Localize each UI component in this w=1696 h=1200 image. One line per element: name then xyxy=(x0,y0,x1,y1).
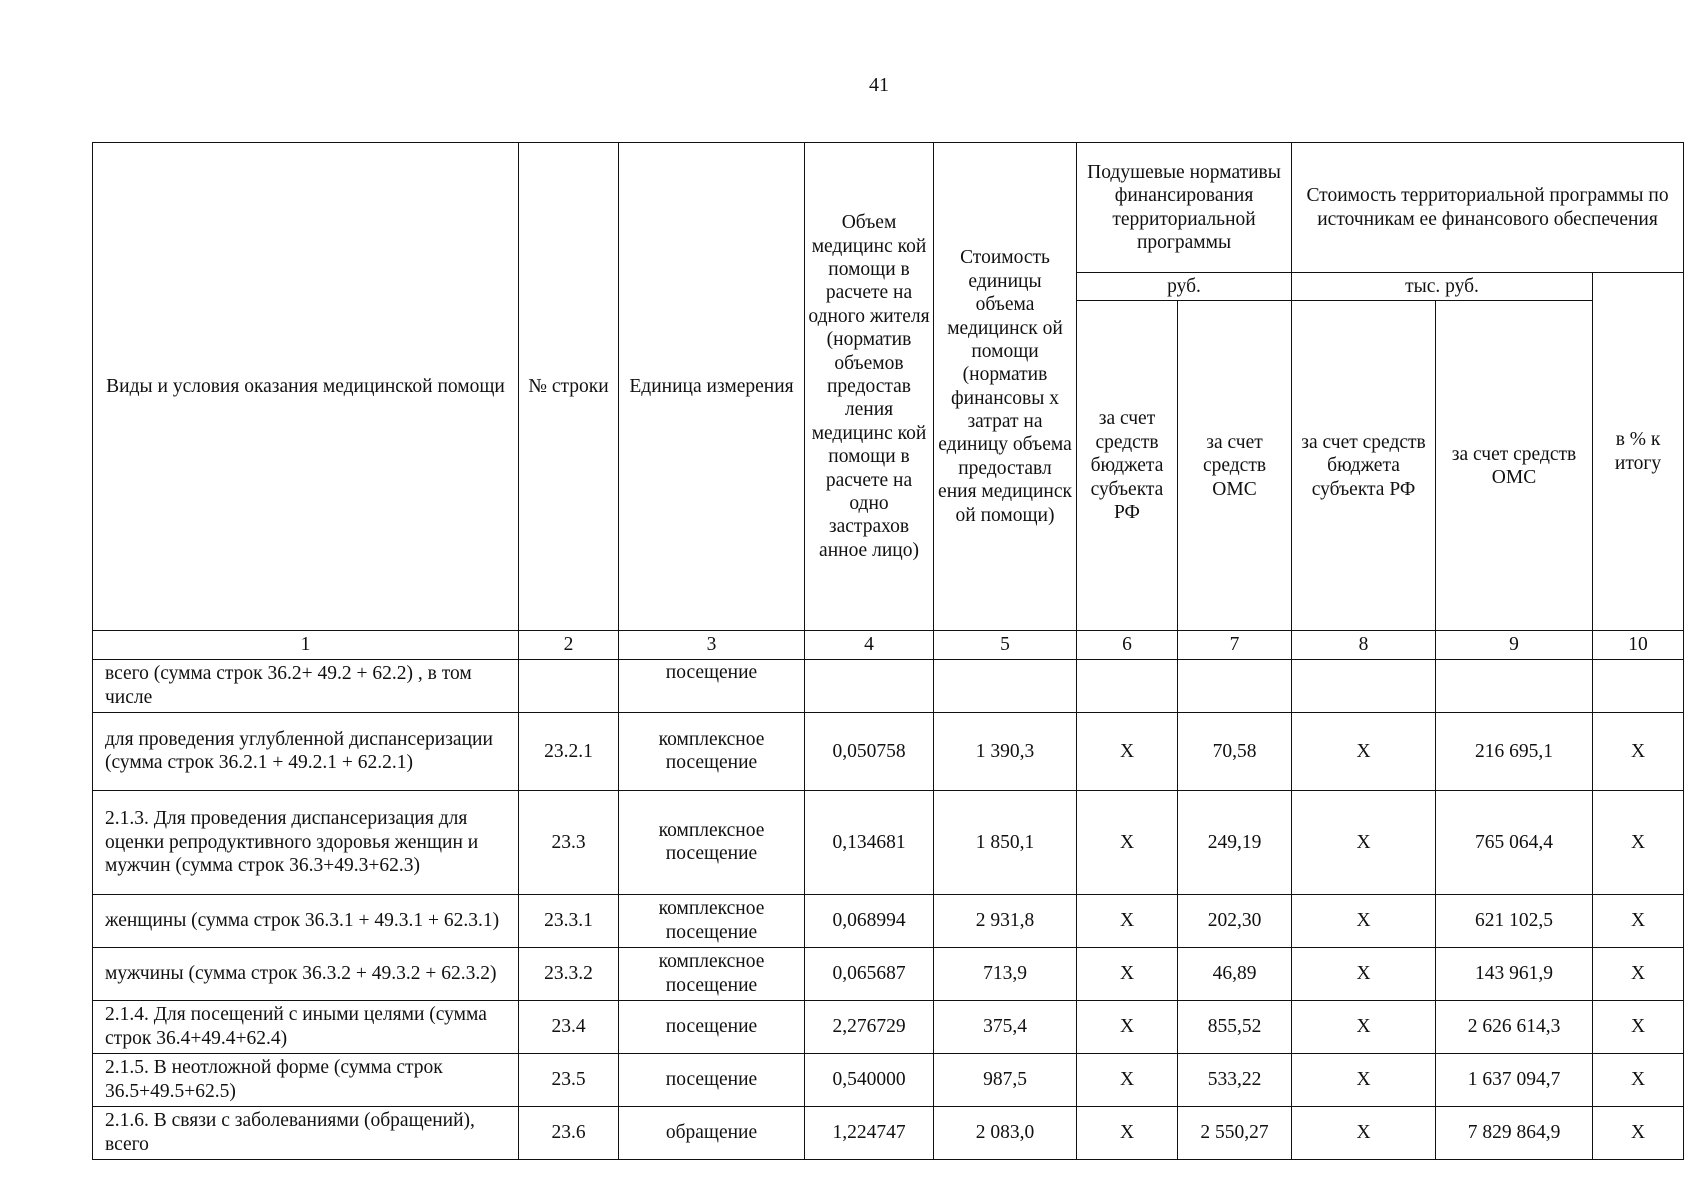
row-unit: комплексное посещение xyxy=(619,894,805,947)
row-per-capita-budget: Х xyxy=(1077,712,1178,790)
row-percent: Х xyxy=(1593,1106,1684,1159)
header-percent-of-total: в % к итогу xyxy=(1593,273,1684,631)
header-cost-budget: за счет средств бюджета субъекта РФ xyxy=(1292,301,1436,631)
row-name: женщины (сумма строк 36.3.1 + 49.3.1 + 62.3.1) xyxy=(93,894,519,947)
row-unit: посещение xyxy=(619,1053,805,1106)
table-row xyxy=(93,659,1684,712)
row-per-capita-oms: 533,22 xyxy=(1178,1053,1292,1106)
row-cost-budget: Х xyxy=(1292,1000,1436,1053)
row-unit: обращение xyxy=(619,1106,805,1159)
row-unit-cost: 1 850,1 xyxy=(934,790,1077,894)
header-per-capita-oms: за счет средств ОМС xyxy=(1178,301,1292,631)
column-number: 3 xyxy=(619,631,805,659)
row-line-number: 23.2.1 xyxy=(519,712,619,790)
row-name: 2.1.6. В связи с заболеваниями (обращений), всего xyxy=(93,1106,519,1159)
header-per-capita-group: Подушевые нормативы финансирования территориальной программы xyxy=(1077,143,1292,273)
row-line-number: 23.6 xyxy=(519,1106,619,1159)
row-per-capita-budget xyxy=(1077,659,1178,712)
row-per-capita-budget: Х xyxy=(1077,1106,1178,1159)
row-cost-budget xyxy=(1292,659,1436,712)
row-per-capita-oms xyxy=(1178,659,1292,712)
header-unit-rub: руб. xyxy=(1077,273,1292,301)
row-volume: 0,134681 xyxy=(805,790,934,894)
row-cost-oms xyxy=(1436,659,1593,712)
row-unit-cost: 375,4 xyxy=(934,1000,1077,1053)
column-number: 7 xyxy=(1178,631,1292,659)
row-cost-budget: Х xyxy=(1292,1053,1436,1106)
row-unit: посещение xyxy=(619,1000,805,1053)
row-unit-cost: 1 390,3 xyxy=(934,712,1077,790)
row-name: 2.1.4. Для посещений с иными целями (сумма строк 36.4+49.4+62.4) xyxy=(93,1000,519,1053)
table-row xyxy=(93,947,1684,1000)
row-volume: 2,276729 xyxy=(805,1000,934,1053)
row-name: мужчины (сумма строк 36.3.2 + 49.3.2 + 62.3.2) xyxy=(93,947,519,1000)
row-line-number: 23.4 xyxy=(519,1000,619,1053)
header-types-conditions: Виды и условия оказания медицинской помощи xyxy=(93,143,519,631)
column-number: 5 xyxy=(934,631,1077,659)
row-volume xyxy=(805,659,934,712)
row-name: 2.1.5. В неотложной форме (сумма строк 36.5+49.5+62.5) xyxy=(93,1053,519,1106)
row-percent: Х xyxy=(1593,1053,1684,1106)
table-row xyxy=(93,790,1684,894)
table-row xyxy=(93,1053,1684,1106)
row-line-number: 23.3 xyxy=(519,790,619,894)
column-number: 1 xyxy=(93,631,519,659)
row-volume: 0,050758 xyxy=(805,712,934,790)
row-per-capita-oms: 855,52 xyxy=(1178,1000,1292,1053)
row-per-capita-oms: 46,89 xyxy=(1178,947,1292,1000)
header-program-cost-group: Стоимость территориальной программы по источникам ее финансового обеспечения xyxy=(1292,143,1684,273)
row-unit: комплексное посещение xyxy=(619,790,805,894)
program-cost-table xyxy=(92,142,1684,1160)
row-cost-oms: 2 626 614,3 xyxy=(1436,1000,1593,1053)
row-unit: посещение xyxy=(619,659,805,712)
row-line-number xyxy=(519,659,619,712)
column-numbers-row xyxy=(93,631,1684,659)
page-number: 41 xyxy=(869,74,889,96)
row-cost-oms: 7 829 864,9 xyxy=(1436,1106,1593,1159)
row-per-capita-budget: Х xyxy=(1077,790,1178,894)
header-unit-thousand-rub: тыс. руб. xyxy=(1292,273,1593,301)
table-row xyxy=(93,1000,1684,1053)
row-name: всего (сумма строк 36.2+ 49.2 + 62.2) , в том числе xyxy=(93,659,519,712)
row-volume: 1,224747 xyxy=(805,1106,934,1159)
column-number: 8 xyxy=(1292,631,1436,659)
row-percent: Х xyxy=(1593,1000,1684,1053)
row-per-capita-oms: 70,58 xyxy=(1178,712,1292,790)
header-unit-cost: Стоимость единицы объема медицинск ой помощи (норматив финансовы х затрат на единицу объема предоставл ения медицинск ой помощи) xyxy=(934,143,1077,631)
table-row xyxy=(93,894,1684,947)
row-per-capita-budget: Х xyxy=(1077,947,1178,1000)
header-unit: Единица измерения xyxy=(619,143,805,631)
column-number: 9 xyxy=(1436,631,1593,659)
row-volume: 0,065687 xyxy=(805,947,934,1000)
row-cost-budget: Х xyxy=(1292,894,1436,947)
table-row xyxy=(93,1106,1684,1159)
row-unit: комплексное посещение xyxy=(619,947,805,1000)
header-volume: Объем медицинс кой помощи в расчете на одного жителя (норматив объемов предостав ления медицинс кой помощи в расчете на одно застрахов анное лицо) xyxy=(805,143,934,631)
row-cost-oms: 143 961,9 xyxy=(1436,947,1593,1000)
row-per-capita-oms: 2 550,27 xyxy=(1178,1106,1292,1159)
row-per-capita-budget: Х xyxy=(1077,894,1178,947)
header-line-number: № строки xyxy=(519,143,619,631)
column-number: 10 xyxy=(1593,631,1684,659)
row-cost-oms: 621 102,5 xyxy=(1436,894,1593,947)
row-cost-oms: 765 064,4 xyxy=(1436,790,1593,894)
row-per-capita-budget: Х xyxy=(1077,1053,1178,1106)
table-row xyxy=(93,712,1684,790)
row-cost-oms: 216 695,1 xyxy=(1436,712,1593,790)
row-name: для проведения углубленной диспансеризации (сумма строк 36.2.1 + 49.2.1 + 62.2.1) xyxy=(93,712,519,790)
row-per-capita-budget: Х xyxy=(1077,1000,1178,1053)
row-unit-cost: 2 931,8 xyxy=(934,894,1077,947)
row-cost-budget: Х xyxy=(1292,947,1436,1000)
column-number: 2 xyxy=(519,631,619,659)
row-name: 2.1.3. Для проведения диспансеризация для оценки репродуктивного здоровья женщин и мужчин (сумма строк 36.3+49.3+62.3) xyxy=(93,790,519,894)
row-percent xyxy=(1593,659,1684,712)
row-unit-cost: 2 083,0 xyxy=(934,1106,1077,1159)
row-cost-budget: Х xyxy=(1292,712,1436,790)
column-number: 6 xyxy=(1077,631,1178,659)
header-per-capita-budget: за счет средств бюджета субъекта РФ xyxy=(1077,301,1178,631)
row-unit-cost: 987,5 xyxy=(934,1053,1077,1106)
row-percent: Х xyxy=(1593,790,1684,894)
row-unit-cost xyxy=(934,659,1077,712)
row-cost-budget: Х xyxy=(1292,790,1436,894)
row-volume: 0,068994 xyxy=(805,894,934,947)
row-percent: Х xyxy=(1593,712,1684,790)
row-unit: комплексное посещение xyxy=(619,712,805,790)
row-line-number: 23.5 xyxy=(519,1053,619,1106)
row-cost-oms: 1 637 094,7 xyxy=(1436,1053,1593,1106)
row-unit-cost: 713,9 xyxy=(934,947,1077,1000)
row-line-number: 23.3.1 xyxy=(519,894,619,947)
column-number: 4 xyxy=(805,631,934,659)
row-cost-budget: Х xyxy=(1292,1106,1436,1159)
row-percent: Х xyxy=(1593,947,1684,1000)
row-volume: 0,540000 xyxy=(805,1053,934,1106)
row-per-capita-oms: 249,19 xyxy=(1178,790,1292,894)
header-cost-oms: за счет средств ОМС xyxy=(1436,301,1593,631)
row-percent: Х xyxy=(1593,894,1684,947)
row-line-number: 23.3.2 xyxy=(519,947,619,1000)
row-per-capita-oms: 202,30 xyxy=(1178,894,1292,947)
